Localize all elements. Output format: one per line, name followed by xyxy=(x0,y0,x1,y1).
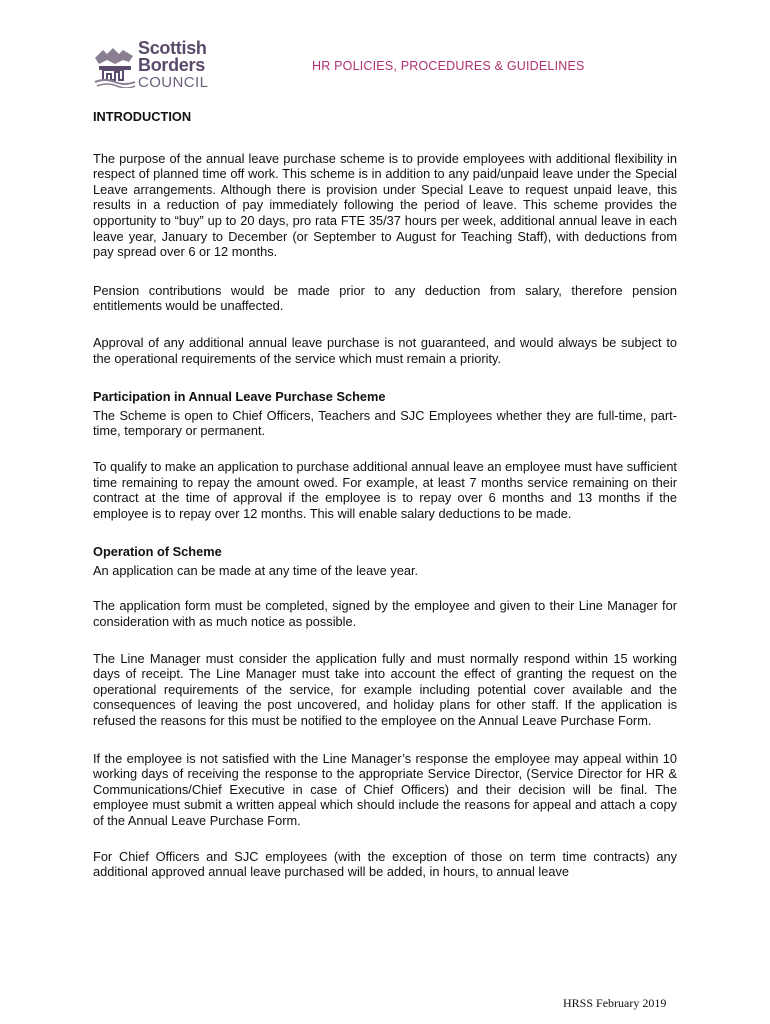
paragraph-purpose: The purpose of the annual leave purchase scheme is to provide employees with additional flexibility in respect of planned time off work. This scheme is in addition to any paid/unpaid leave under the Special Leave arrangements. Although there is provision under Special Leave to request unpaid leave, this results in a reduction of pay immediately following the period of leave. This scheme provides the opportunity to “buy” up to 20 days, pro rata FTE 35/37 hours per week, additional annual leave in each leave year, January to December (or September to August for Teaching Staff), with deductions from pay spread over 6 or 12 months. xyxy=(93,150,677,260)
paragraph-eligibility: The Scheme is open to Chief Officers, Teachers and SJC Employees whether they are full-time, part-time, temporary or permanent. xyxy=(93,407,677,439)
paragraph-application-form: The application form must be completed, signed by the employee and given to their Line Manager for consideration with as much notice as possible. xyxy=(93,598,677,630)
participation-heading: Participation in Annual Leave Purchase Scheme xyxy=(93,389,386,405)
logo-line-1: Scottish xyxy=(138,38,207,58)
introduction-heading: INTRODUCTION xyxy=(93,109,192,124)
paragraph-line-manager: The Line Manager must consider the application fully and must normally respond within 15 working days of receipt. The Line Manager must take into account the effect of granting the request on the operational requirements of the service, for example including potential cover available and the consequences of leaving the post uncovered, and holiday plans for other staff. If the application is refused the reasons for this must be notified to the employee on the Annual Leave Purchase Form. xyxy=(93,650,677,729)
logo-line-3: COUNCIL xyxy=(138,74,209,91)
logo-line-2: Borders xyxy=(138,55,205,75)
operation-heading: Operation of Scheme xyxy=(93,544,222,560)
paragraph-pension: Pension contributions would be made prior to any deduction from salary, therefore pension entitlements would be unaffected. xyxy=(93,282,677,314)
paragraph-approval: Approval of any additional annual leave purchase is not guaranteed, and would always be subject to the operational requirements of the service which must remain a priority. xyxy=(93,334,677,366)
paragraph-application-time: An application can be made at any time of the leave year. xyxy=(93,562,419,578)
document-body xyxy=(93,109,677,880)
council-logo xyxy=(93,40,228,98)
castle-emblem-icon xyxy=(93,44,137,88)
document-header-title: HR POLICIES, PROCEDURES & GUIDELINES xyxy=(312,59,585,73)
paragraph-qualify: To qualify to make an application to purchase additional annual leave an employee must have sufficient time remaining to repay the amount owed. For example, at least 7 months service remaining on their contract at the time of approval if the employee is to repay over 6 months and 13 months if the employee is to repay over 12 months. This will enable salary deductions to be made. xyxy=(93,458,677,521)
paragraph-appeal: If the employee is not satisfied with the Line Manager’s response the employee may appeal within 10 working days of receiving the response to the appropriate Service Director, (Service Director for HR & Communications/Chief Executive in case of Chief Officers) and their decision will be final. The employee must submit a written appeal which should include the reasons for appeal and attach a copy of the Annual Leave Purchase Form. xyxy=(93,750,677,828)
paragraph-chief-officers: For Chief Officers and SJC employees (with the exception of those on term time contracts) any additional approved annual leave purchased will be added, in hours, to annual leave xyxy=(93,848,677,880)
footer-date: HRSS February 2019 xyxy=(563,996,667,1010)
